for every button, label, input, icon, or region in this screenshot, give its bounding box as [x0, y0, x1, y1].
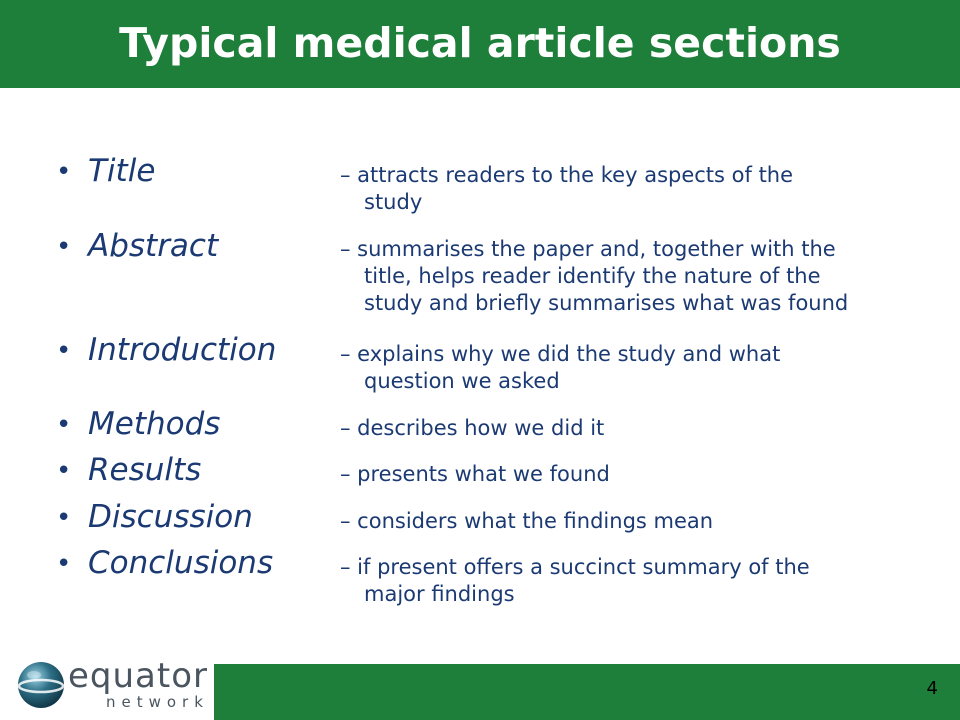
item-term: Results [88, 452, 202, 488]
description-line: – summarises the paper and, together with the [340, 237, 836, 261]
bullet-icon: • [56, 336, 72, 366]
description-line: – attracts readers to the key aspects of the [340, 163, 794, 187]
equator-network-logo [10, 656, 210, 714]
bullet-icon: • [56, 503, 72, 533]
bullet-icon: • [56, 549, 72, 579]
item-description [340, 162, 930, 216]
item-description [340, 341, 930, 395]
description-line: study [364, 190, 423, 214]
item-description [340, 554, 930, 608]
logo-subtext: network [106, 693, 209, 711]
bullet-icon: • [56, 157, 72, 187]
description-line: title, helps reader identify the nature of the [364, 264, 821, 288]
item-term: Title [88, 153, 156, 189]
item-term: Methods [88, 406, 221, 442]
item-term: Conclusions [88, 545, 274, 581]
item-description [340, 415, 930, 442]
description-line: – if present offers a succinct summary of the [340, 555, 810, 579]
bullet-icon: • [56, 410, 72, 440]
slide-title: Typical medical article sections [119, 19, 841, 67]
item-term: Introduction [88, 332, 277, 368]
description-line: – considers what the findings mean [340, 509, 714, 533]
description-line: major findings [364, 582, 515, 606]
description-line: question we asked [364, 369, 560, 393]
globe-icon [16, 660, 66, 710]
logo-wordmark: equator [68, 656, 208, 696]
description-line: – explains why we did the study and what [340, 342, 781, 366]
bullet-icon: • [56, 232, 72, 262]
description-line: – describes how we did it [340, 416, 605, 440]
description-line: – presents what we found [340, 462, 610, 486]
item-term: Discussion [88, 499, 253, 535]
item-description [340, 508, 930, 535]
item-description [340, 461, 930, 488]
bullet-icon: • [56, 456, 72, 486]
description-line: study and briefly summarises what was found [364, 291, 849, 315]
footer-bar [214, 664, 960, 720]
item-description [340, 236, 930, 317]
page-number: 4 [926, 678, 938, 699]
item-term: Abstract [88, 228, 219, 264]
